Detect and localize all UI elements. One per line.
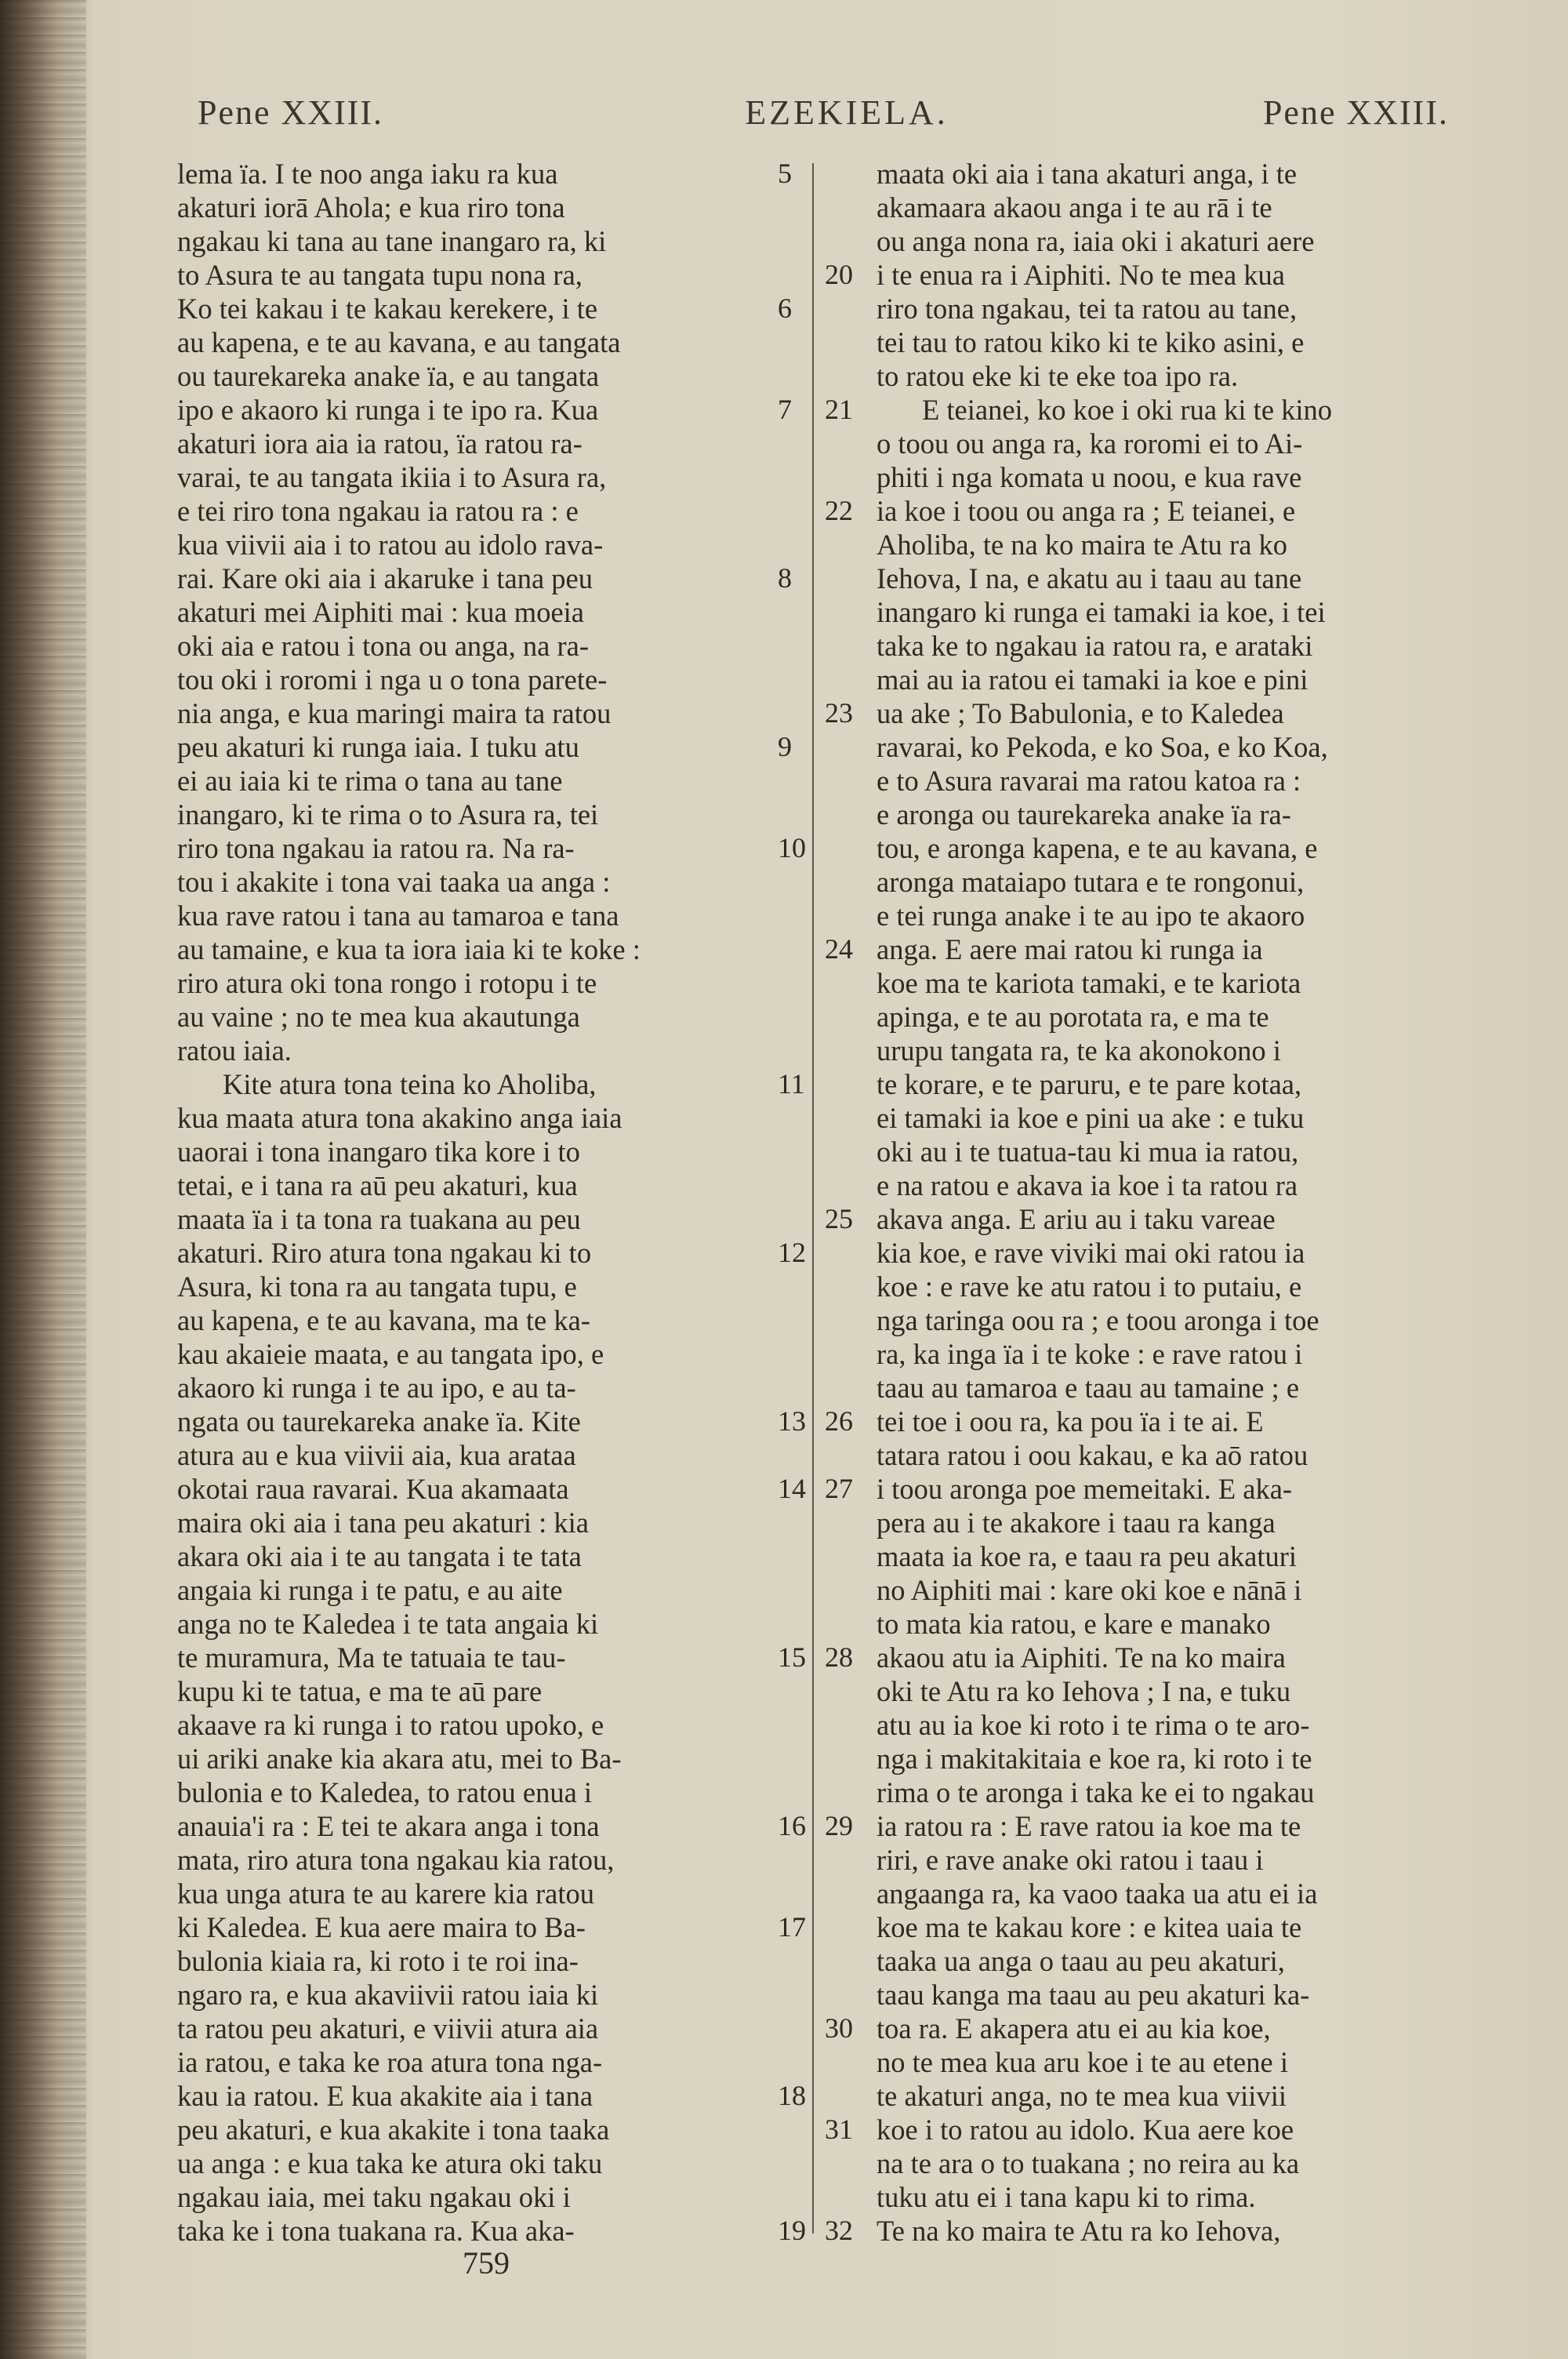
text-line: ngaro ra, e kua akaviivii ratou iaia ki [177,1979,599,2011]
text-line: au kapena, e te au kavana, ma te ka- [177,1304,590,1336]
text-line: akava anga. E ariu au i taku vareae [877,1203,1276,1235]
text-line: kupu ki te tatua, e ma te aū pare [177,1675,543,1707]
text-line: akara oki aia i te au tangata i te tata [177,1540,582,1572]
text-line: no te mea kua aru koe i te au etene i [877,2046,1288,2078]
text-line: akaave ra ki runga i to ratou upoko, e [177,1709,604,1741]
text-line: ua ake ; To Babulonia, e to Kaledea [877,697,1284,729]
verse-number: 15 [778,1641,806,1673]
text-line: to Asura te au tangata tupu nona ra, [177,259,583,291]
text-line: aronga mataiapo tutara e te rongonui, [877,866,1305,898]
verse-number: 6 [778,293,792,324]
text-line: ia ratou, e taka ke roa atura tona nga- [177,2046,603,2078]
text-line: phiti i nga komata u noou, e kua rave [877,461,1302,493]
text-line: angaanga ra, ka vaoo taaka ua atu ei ia [877,1877,1318,1910]
text-line: kau akaieie maata, e au tangata ipo, e [177,1338,604,1370]
text-line: atu au ia koe ki roto i te rima o te aro- [877,1709,1310,1741]
text-line: Ko tei kakau i te kakau kerekere, i te [177,293,598,325]
text-line: ei tamaki ia koe e pini ua ake : e tuku [877,1102,1305,1134]
text-line: na te ara o to tuakana ; no reira au ka [877,2147,1300,2179]
text-line: ravarai, ko Pekoda, e ko Soa, e ko Koa, [877,731,1328,763]
text-line: i toou aronga poe memeitaki. E aka- [877,1473,1293,1505]
text-line: atura au e kua viivii aia, kua arataa [177,1439,576,1471]
text-line: lema ïa. I te noo anga iaku ra kua [177,158,558,190]
verse-number: 14 [778,1473,806,1504]
text-line: oki te Atu ra ko Iehova ; I na, e tuku [877,1675,1291,1707]
text-line: ratou iaia. [177,1034,292,1067]
page-number: 759 [463,2245,510,2281]
text-line: riro tona ngakau, tei ta ratou au tane, [877,293,1298,325]
text-line: riri, e rave anake oki ratou i taau i [877,1844,1264,1876]
text-line: no Aiphiti mai : kare oki koe e nānā i [877,1574,1302,1606]
text-line: ia ratou ra : E rave ratou ia koe ma te [877,1810,1301,1842]
text-line: Te na ko maira te Atu ra ko Iehova, [877,2215,1281,2247]
text-line: mata, riro atura tona ngakau kia ratou, [177,1844,615,1876]
text-line: i te enua ra i Aiphiti. No te mea kua [877,259,1285,291]
text-line: akaturi mei Aiphiti mai : kua moeia [177,596,584,628]
verse-number: 23 [825,697,853,729]
text-line: maata ïa i ta tona ra tuakana au peu [177,1203,581,1235]
text-line: E teianei, ko koe i oki rua ki te kino [922,394,1333,426]
text-line: ei au iaia ki te rima o tana au tane [177,765,563,797]
verse-number: 30 [825,2012,853,2044]
text-line: mai au ia ratou ei tamaki ia koe e pini [877,663,1308,696]
text-line: Kite atura tona teina ko Aholiba, [223,1068,597,1100]
text-line: au vaine ; no te mea kua akautunga [177,1001,580,1033]
verse-number: 12 [778,1237,806,1268]
verse-number: 25 [825,1203,853,1234]
text-line: taau au tamaroa e taau au tamaine ; e [877,1372,1300,1404]
text-line: riro tona ngakau ia ratou ra. Na ra- [177,832,575,864]
running-head-right: Pene XXIII. [1262,93,1449,132]
verse-number: 19 [778,2215,806,2246]
verse-number: 27 [825,1473,853,1504]
text-line: anga no te Kaledea i te tata angaia ki [177,1608,599,1640]
text-line: peu akaturi ki runga iaia. I tuku atu [177,731,579,763]
text-line: ngata ou taurekareka anake ïa. Kite [177,1405,581,1438]
text-line: okotai raua ravarai. Kua akamaata [177,1473,569,1505]
text-line: ia koe i toou ou anga ra ; E teianei, e [877,495,1296,527]
text-line: e na ratou e akava ia koe i ta ratou ra [877,1169,1298,1201]
text-line: akaturi. Riro atura tona ngakau ki to [177,1237,592,1269]
text-line: kua maata atura tona akakino anga iaia [177,1102,622,1134]
text-line: o toou ou anga ra, ka roromi ei to Ai- [877,427,1303,460]
text-line: ngakau iaia, mei taku ngakau oki i [177,2181,571,2213]
text-line: anga. E aere mai ratou ki runga ia [877,933,1263,965]
text-line: nga taringa oou ra ; e toou aronga i toe [877,1304,1319,1336]
text-line: te muramura, Ma te tatuaia te tau- [177,1641,566,1674]
verse-number: 11 [778,1068,805,1100]
book-binding-edge [0,0,86,2359]
text-line: urupu tangata ra, te ka akonokono i [877,1034,1281,1067]
verse-number: 13 [778,1405,806,1437]
text-line: angaia ki runga i te patu, e au aite [177,1574,563,1606]
text-line: Aholiba, te na ko maira te Atu ra ko [877,529,1288,561]
text-line: taau kanga ma taau au peu akaturi ka- [877,1979,1310,2011]
text-line: tou i akakite i tona vai taaka ua anga : [177,866,611,898]
text-line: toa ra. E akapera atu ei au kia koe, [877,2012,1271,2045]
verse-number: 29 [825,1810,853,1841]
verse-number: 32 [825,2215,853,2246]
text-line: akaou atu ia Aiphiti. Te na ko maira [877,1641,1286,1674]
text-line: akaturi iora aia ia ratou, ïa ratou ra- [177,427,583,460]
verse-number: 5 [778,158,792,189]
text-line: koe ma te kariota tamaki, e te kariota [877,967,1301,999]
text-line: to mata kia ratou, e kare e manako [877,1608,1271,1640]
text-line: rima o te aronga i taka ke ei to ngakau [877,1776,1315,1808]
text-line: koe : e rave ke atu ratou i to putaiu, e [877,1270,1302,1303]
text-line: kua viivii aia i to ratou au idolo rava- [177,529,604,561]
verse-number: 28 [825,1641,853,1673]
text-line: koe ma te kakau kore : e kitea uaia te [877,1911,1302,1943]
text-line: nia anga, e kua maringi maira ta ratou [177,697,612,729]
text-line: to ratou eke ki te eke toa ipo ra. [877,360,1239,392]
text-line: ra, ka inga ïa i te koke : e rave ratou i [877,1338,1303,1370]
text-line: e tei runga anake i te au ipo te akaoro [877,900,1305,932]
text-line: taaka ua anga o taau au peu akaturi, [877,1945,1285,1977]
verse-number: 21 [825,394,853,425]
text-line: taka ke i tona tuakana ra. Kua aka- [177,2215,575,2247]
text-line: au tamaine, e kua ta iora iaia ki te koke : [177,933,641,965]
left-text-column [177,157,757,2248]
running-head-title: EZEKIELA. [745,93,949,132]
text-line: oki au i te tuatua-tau ki mua ia ratou, [877,1136,1299,1168]
verse-number: 20 [825,259,853,290]
text-line: kia koe, e rave viviki mai oki ratou ia [877,1237,1305,1269]
text-line: e aronga ou taurekareka anake ïa ra- [877,798,1291,831]
verse-number: 17 [778,1911,806,1943]
verse-number: 22 [825,495,853,526]
text-line: varai, te au tangata ikiia i to Asura ra, [177,461,607,493]
text-line: tou, e aronga kapena, e te au kavana, e [877,832,1318,864]
text-line: kua unga atura te au karere kia ratou [177,1877,595,1910]
text-line: maata ia koe ra, e taau ra peu akaturi [877,1540,1298,1572]
text-line: ou taurekareka anake ïa, e au tangata [177,360,600,392]
text-line: akaoro ki runga i te au ipo, e au ta- [177,1372,576,1404]
verse-number: 24 [825,933,853,965]
text-line: tei toe i oou ra, ka pou ïa i te ai. E [877,1405,1264,1438]
text-line: bulonia kiaia ra, ki roto i te roi ina- [177,1945,579,1977]
text-line: ipo e akaoro ki runga i te ipo ra. Kua [177,394,599,426]
text-line: tetai, e i tana ra aū peu akaturi, kua [177,1169,578,1201]
text-line: ui ariki anake kia akara atu, mei to Ba- [177,1743,622,1775]
text-line: oki aia e ratou i tona ou anga, na ra- [177,630,589,662]
text-line: inangaro ki runga ei tamaki ia koe, i tei [877,596,1326,628]
text-line: ua anga : e kua taka ke atura oki taku [177,2147,603,2179]
right-text-column [877,157,1453,2248]
verse-number: 9 [778,731,792,762]
text-line: inangaro, ki te rima o to Asura ra, tei [177,798,599,831]
verse-number: 8 [778,562,792,594]
text-line: kua rave ratou i tana au tamaroa e tana [177,900,619,932]
text-line: ou anga nona ra, iaia oki i akaturi aere [877,225,1315,257]
verse-number: 10 [778,832,806,863]
text-line: Iehova, I na, e akatu au i taau au tane [877,562,1302,594]
text-line: ngakau ki tana au tane inangaro ra, ki [177,225,607,257]
verse-number: 26 [825,1405,853,1437]
verse-number: 31 [825,2114,853,2145]
text-line: riro atura oki tona rongo i rotopu i te [177,967,597,999]
text-line: tei tau to ratou kiko ki te kiko asini, e [877,326,1305,358]
text-line: maata oki aia i tana akaturi anga, i te [877,158,1298,190]
text-line: taka ke to ngakau ia ratou ra, e arataki [877,630,1313,662]
text-line: akamaara akaou anga i te au rā i te [877,191,1272,224]
text-line: tatara ratou i oou kakau, e ka aō ratou [877,1439,1308,1471]
verse-number: 18 [778,2080,806,2111]
text-line: kau ia ratou. E kua akakite aia i tana [177,2080,593,2112]
text-line: nga i makitakitaia e koe ra, ki roto i te [877,1743,1312,1775]
text-line: ta ratou peu akaturi, e viivii atura aia [177,2012,599,2045]
text-line: bulonia e to Kaledea, to ratou enua i [177,1776,593,1808]
text-line: te akaturi anga, no te mea kua viivii [877,2080,1287,2112]
text-line: tuku atu ei i tana kapu ki to rima. [877,2181,1256,2213]
text-line: apinga, e te au porotata ra, e ma te [877,1001,1269,1033]
text-line: peu akaturi, e kua akakite i tona taaka [177,2114,610,2146]
text-line: tou oki i roromi i nga u o tona parete- [177,663,608,696]
text-line: akaturi iorā Ahola; e kua riro tona [177,191,565,224]
text-line: e tei riro tona ngakau ia ratou ra : e [177,495,579,527]
verse-number: 7 [778,394,792,425]
text-line: pera au i te akakore i taau ra kanga [877,1507,1276,1539]
text-line: Asura, ki tona ra au tangata tupu, e [177,1270,577,1303]
verse-number: 16 [778,1810,806,1841]
text-line: anauia'i ra : E tei te akara anga i tona [177,1810,600,1842]
text-line: e to Asura ravarai ma ratou katoa ra : [877,765,1301,797]
text-line: rai. Kare oki aia i akaruke i tana peu [177,562,593,594]
text-line: te korare, e te paruru, e te pare kotaa, [877,1068,1302,1100]
text-line: ki Kaledea. E kua aere maira to Ba- [177,1911,586,1943]
column-divider [812,163,814,2234]
text-line: uaorai i tona inangaro tika kore i to [177,1136,580,1168]
text-line: koe i to ratou au idolo. Kua aere koe [877,2114,1294,2146]
text-line: maira oki aia i tana peu akaturi : kia [177,1507,589,1539]
running-head-left: Pene XXIII. [198,93,384,132]
text-line: au kapena, e te au kavana, e au tangata [177,326,621,358]
